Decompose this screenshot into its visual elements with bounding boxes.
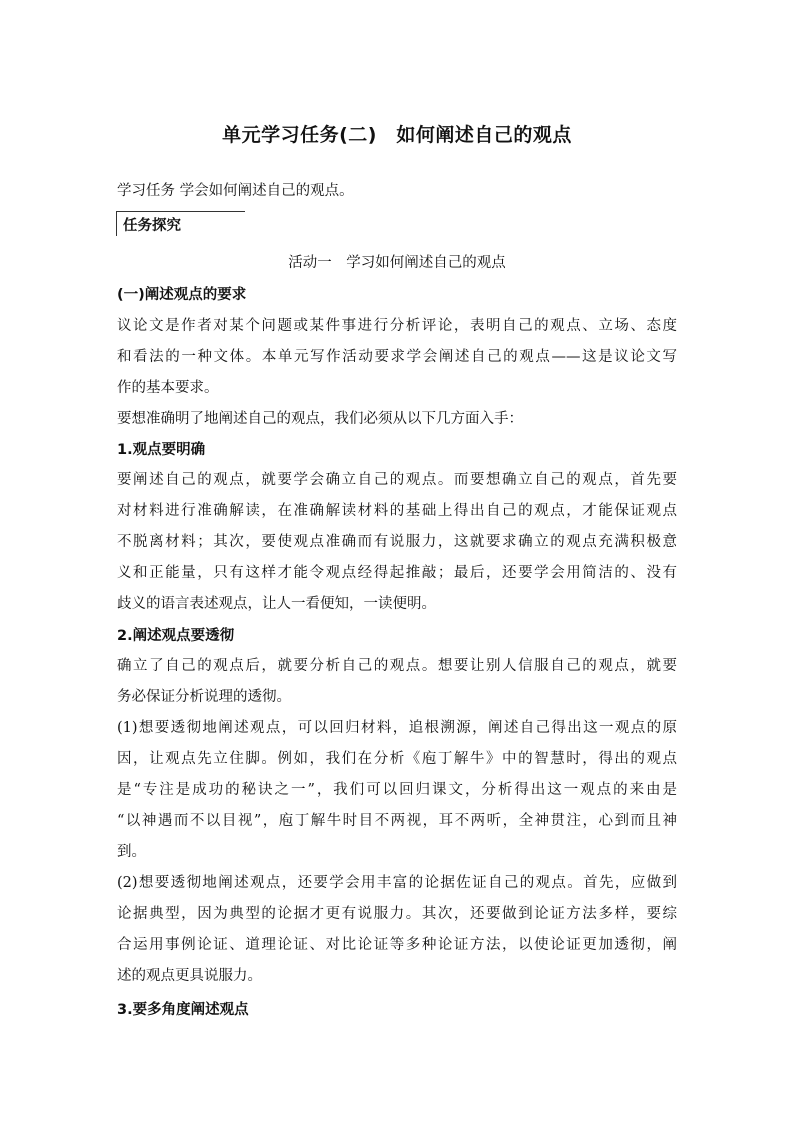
- paragraph-line: 述的观点更具说服力。: [117, 968, 262, 984]
- paragraph-line: 对材料进行准确解读，在准确解读材料的基础上得出自己的观点，才能保证观点: [117, 503, 677, 519]
- paragraph-line: 和看法的一种文体。本单元写作活动要求学会阐述自己的观点——这是议论文写: [117, 349, 677, 365]
- paragraph-line: 议论文是作者对某个问题或某件事进行分析评论，表明自己的观点、立场、态度: [117, 318, 677, 334]
- paragraph-line: 要阐述自己的观点，就要学会确立自己的观点。而要想确立自己的观点，首先要: [117, 472, 677, 488]
- paragraph-line: 因，让观点先立住脚。例如，我们在分析《庖丁解牛》中的智慧时，得出的观点: [117, 751, 677, 767]
- paragraph-line: 到。: [117, 844, 146, 860]
- section-heading: (一)阐述观点的要求: [117, 287, 247, 303]
- subheading: 3.要多角度阐述观点: [117, 1002, 249, 1018]
- paragraph-line: 务必保证分析说理的透彻。: [117, 689, 291, 705]
- page-title: 单元学习任务(二) 如何阐述自己的观点: [222, 124, 572, 146]
- task-box: [116, 211, 245, 236]
- paragraph-line: 要想准确明了地阐述自己的观点，我们必须从以下几方面入手：: [117, 411, 523, 427]
- paragraph-line: 论据典型，因为典型的论据才更有说服力。其次，还要做到论证方法多样，要综: [117, 906, 677, 922]
- paragraph-line: 确立了自己的观点后，就要分析自己的观点。想要让别人信服自己的观点，就要: [117, 658, 677, 674]
- paragraph-line: (2)想要透彻地阐述观点，还要学会用丰富的论据佐证自己的观点。首先，应做到: [117, 875, 677, 891]
- subheading: 1.观点要明确: [117, 442, 206, 458]
- paragraph-line: 是“专注是成功的秘诀之一”，我们可以回归课文，分析得出这一观点的来由是: [117, 782, 677, 798]
- paragraph-line: 歧义的语言表述观点，让人一看便知，一读便明。: [117, 596, 436, 612]
- paragraph-line: 义和正能量，只有这样才能令观点经得起推敲；最后，还要学会用简洁的、没有: [117, 565, 677, 581]
- paragraph-line: 合运用事例论证、道理论证、对比论证等多种论证方法，以使论证更加透彻，阐: [117, 937, 677, 953]
- paragraph-line: (1)想要透彻地阐述观点，可以回归材料，追根溯源，阐述自己得出这一观点的原: [117, 720, 677, 736]
- paragraph-line: 不脱离材料；其次，要使观点准确而有说服力，这就要求确立的观点充满积极意: [117, 534, 677, 550]
- paragraph-line: “以神遇而不以目视”，庖丁解牛时目不两视，耳不两听，全神贯注，心到而且神: [117, 813, 677, 829]
- activity-heading: 活动一 学习如何阐述自己的观点: [288, 255, 506, 271]
- task-box-label: 任务探究: [123, 218, 181, 234]
- paragraph-line: 作的基本要求。: [117, 380, 219, 396]
- subheading: 2.阐述观点要透彻: [117, 628, 235, 644]
- task-line: 学习任务 学会如何阐述自己的观点。: [117, 183, 354, 199]
